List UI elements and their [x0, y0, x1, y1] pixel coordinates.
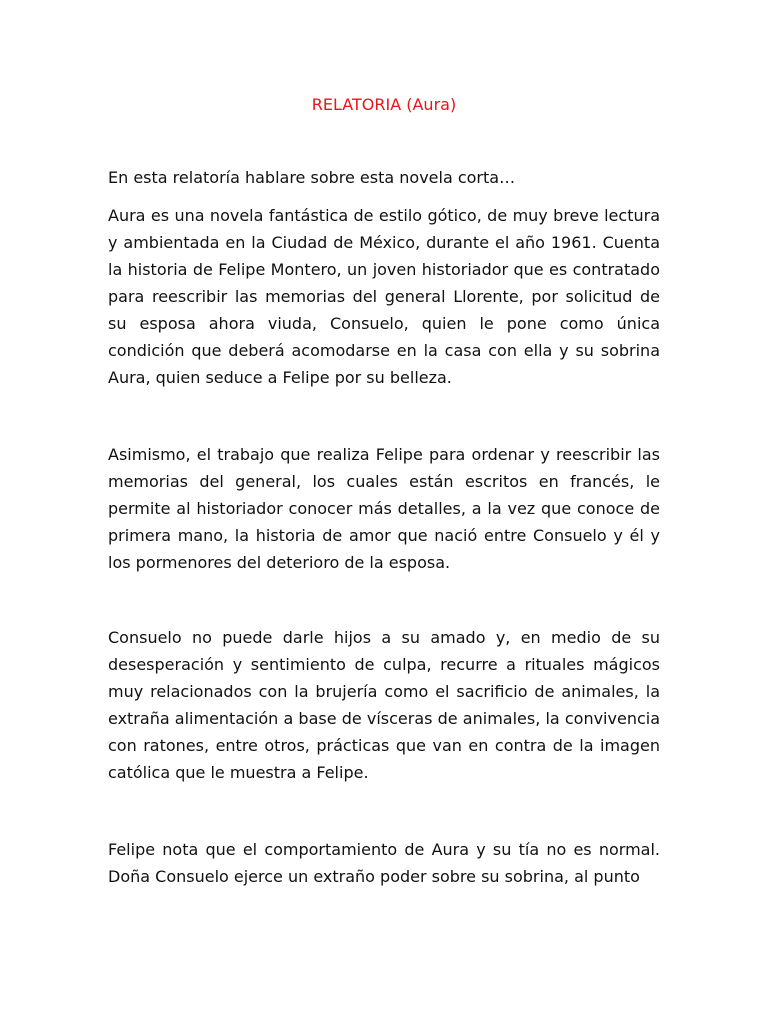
intro-line: En esta relatoría hablare sobre esta novela corta…	[108, 168, 516, 187]
document-title: RELATORIA (Aura)	[311, 95, 457, 114]
paragraph-1: Aura es una novela fantástica de estilo gótico, de muy breve lectura y ambientada en la Ciudad de México, durante el año 1961. Cuenta la historia de Felipe Montero, un joven historiador que es contratado para reescribir las memorias del general Llorente, por solicitud de su esposa ahora viuda, Consuelo, quien le pone como única condición que deberá acomodarse en la casa con ella y su sobrina Aura, quien seduce a Felipe por su belleza.	[108, 206, 660, 387]
paragraph-4: Felipe nota que el comportamiento de Aura y su tía no es normal. Doña Consuelo ejerce un extraño poder sobre su sobrina, al punto	[108, 840, 660, 886]
paragraph-3: Consuelo no puede darle hijos a su amado y, en medio de su desesperación y sentimiento de culpa, recurre a rituales mágicos muy relacionados con la brujería como el sacrificio de animales, la extraña alimentación a base de vísceras de animales, la convivencia con ratones, entre otros, prácticas que van en contra de la imagen católica que le muestra a Felipe.	[108, 628, 660, 782]
paragraph-2: Asimismo, el trabajo que realiza Felipe para ordenar y reescribir las memorias del general, los cuales están escritos en francés, le permite al historiador conocer más detalles, a la vez que conoce de primera mano, la historia de amor que nació entre Consuelo y él y los pormenores del deterioro de la esposa.	[108, 445, 660, 572]
